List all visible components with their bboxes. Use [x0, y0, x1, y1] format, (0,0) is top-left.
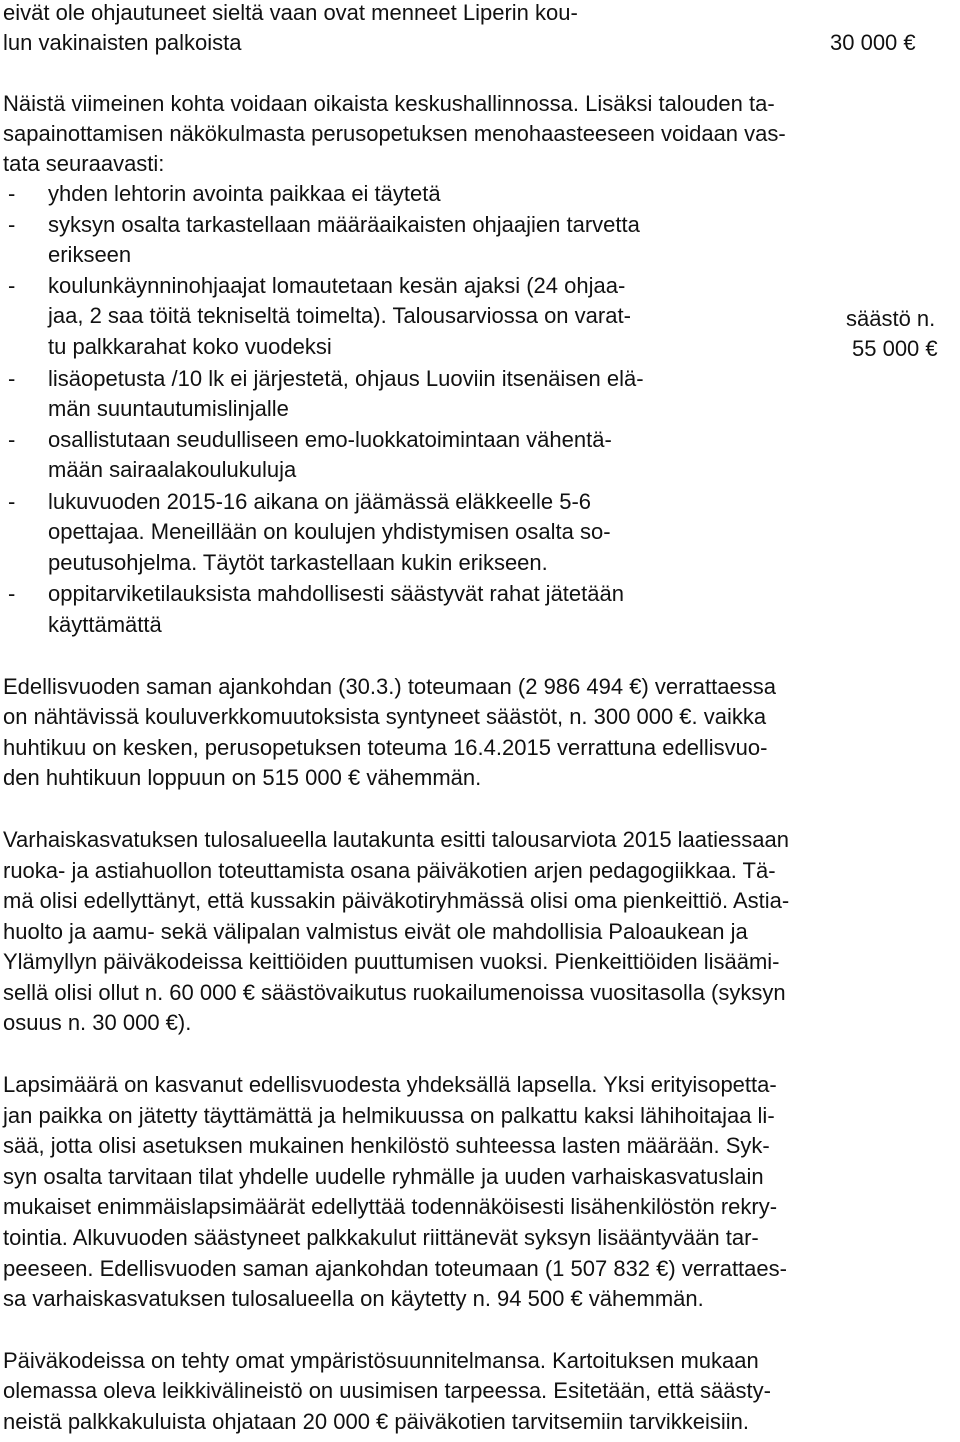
text-line: huhtikuu on kesken, perusopetuksen toteuma 16.4.2015 verrattuna edellisvuo-	[3, 735, 768, 760]
text-line: sa varhaiskasvatuksen tulosalueella on käytetty n. 94 500 € vähemmän.	[3, 1286, 704, 1311]
text-line: mukaiset enimmäislapsimäärät edellyttää todennäköisesti lisähenkilöstön rekry-	[3, 1194, 778, 1219]
text-line: on nähtävissä kouluverkkomuutoksista syntyneet säästöt, n. 300 000 €. vaikka	[3, 704, 767, 729]
text-line: neistä palkkakuluista ohjataan 20 000 € päiväkotien tarvitsemiin tarvikkeisiin.	[3, 1409, 749, 1434]
text-line: sapainottamisen näkökulmasta perusopetuksen menohaasteeseen voidaan vas-	[3, 121, 786, 146]
list-item: lukuvuoden 2015-16 aikana on jäämässä eläkkeelle 5-6	[48, 489, 592, 514]
text-line: tata seuraavasti:	[3, 151, 165, 176]
text-line: Päiväkodeissa on tehty omat ympäristösuunnitelmansa. Kartoituksen mukaan	[3, 1348, 759, 1373]
bullet-dash: -	[8, 212, 16, 237]
list-item-continuation: erikseen	[48, 242, 132, 267]
text-line: mä olisi edellyttänyt, että kussakin päiväkotiryhmässä olisi oma pienkeittiö. Astia-	[3, 888, 790, 913]
bullet-dash: -	[8, 273, 16, 298]
text-line: sää, jotta olisi asetuksen mukainen henkilöstö suhteessa lasten määrään. Syk-	[3, 1133, 770, 1158]
savings-amount: 55 000 €	[852, 336, 938, 361]
text-line: Varhaiskasvatuksen tulosalueella lautakunta esitti talousarviota 2015 laatiessaan	[3, 827, 789, 852]
list-item-continuation: peutusohjelma. Täytöt tarkastellaan kukin erikseen.	[48, 550, 548, 575]
text-line: jan paikka on jätetty täyttämättä ja helmikuussa on palkattu kaksi lähihoitajaa li-	[3, 1103, 775, 1128]
list-item: koulunkäynninohjaajat lomautetaan kesän ajaksi (24 ohjaa-	[48, 273, 626, 298]
list-item-continuation: opettajaa. Meneillään on koulujen yhdistymisen osalta so-	[48, 519, 611, 544]
bullet-dash: -	[8, 181, 16, 206]
text-line: sellä olisi ollut n. 60 000 € säästövaikutus ruokailumenoissa vuositasolla (syksyn	[3, 980, 786, 1005]
amount: 30 000 €	[830, 30, 916, 55]
text-line: peeseen. Edellisvuoden saman ajankohdan toteumaan (1 507 832 €) verrattaes-	[3, 1256, 787, 1281]
text-line: osuus n. 30 000 €).	[3, 1010, 192, 1035]
text-line: Näistä viimeinen kohta voidaan oikaista keskushallinnossa. Lisäksi talouden ta-	[3, 91, 775, 116]
list-item-continuation: jaa, 2 saa töitä tekniseltä toimelta). Talousarviossa on varat-	[48, 303, 631, 328]
text-line: den huhtikuun loppuun on 515 000 € vähemmän.	[3, 765, 482, 790]
text-line: Edellisvuoden saman ajankohdan (30.3.) toteumaan (2 986 494 €) verrattaessa	[3, 674, 776, 699]
bullet-dash: -	[8, 366, 16, 391]
text-line: olemassa oleva leikkivälineistö on uusimisen tarpeessa. Esitetään, että säästy-	[3, 1378, 771, 1403]
list-item: yhden lehtorin avointa paikkaa ei täytetä	[48, 181, 441, 206]
savings-label: säästö n.	[846, 306, 936, 331]
list-item: oppitarviketilauksista mahdollisesti säästyvät rahat jätetään	[48, 581, 624, 606]
text-line: ruoka- ja astiahuollon toteuttamista osana päiväkotien arjen pedagogiikkaa. Tä-	[3, 858, 776, 883]
text-line: lun vakinaisten palkoista	[3, 30, 242, 55]
text-line: syn osalta tarvitaan tilat yhdelle uudelle ryhmälle ja uuden varhaiskasvatuslain	[3, 1164, 764, 1189]
list-item: lisäopetusta /10 lk ei järjestetä, ohjaus Luoviin itsenäisen elä-	[48, 366, 644, 391]
list-item-continuation: män suuntautumislinjalle	[48, 396, 289, 421]
text-line: Lapsimäärä on kasvanut edellisvuodesta yhdeksällä lapsella. Yksi erityisopetta-	[3, 1072, 777, 1097]
list-item-continuation: käyttämättä	[48, 612, 162, 637]
list-item-continuation: mään sairaalakoulukuluja	[48, 457, 297, 482]
text-line: eivät ole ohjautuneet sieltä vaan ovat menneet Liperin kou-	[3, 0, 578, 25]
list-item: osallistutaan seudulliseen emo-luokkatoimintaan vähentä-	[48, 427, 612, 452]
bullet-dash: -	[8, 581, 16, 606]
text-line: huolto ja aamu- sekä välipalan valmistus eivät ole mahdollisia Paloaukean ja	[3, 919, 748, 944]
text-line: tointia. Alkuvuoden säästyneet palkkakulut riittänevät syksyn lisääntyvään tar-	[3, 1225, 759, 1250]
list-item-continuation: tu palkkarahat koko vuodeksi	[48, 334, 332, 359]
bullet-dash: -	[8, 427, 16, 452]
text-line: Ylämyllyn päiväkodeissa keittiöiden puuttumisen vuoksi. Pienkeittiöiden lisäämi-	[3, 949, 780, 974]
list-item: syksyn osalta tarkastellaan määräaikaisten ohjaajien tarvetta	[48, 212, 640, 237]
bullet-dash: -	[8, 489, 16, 514]
